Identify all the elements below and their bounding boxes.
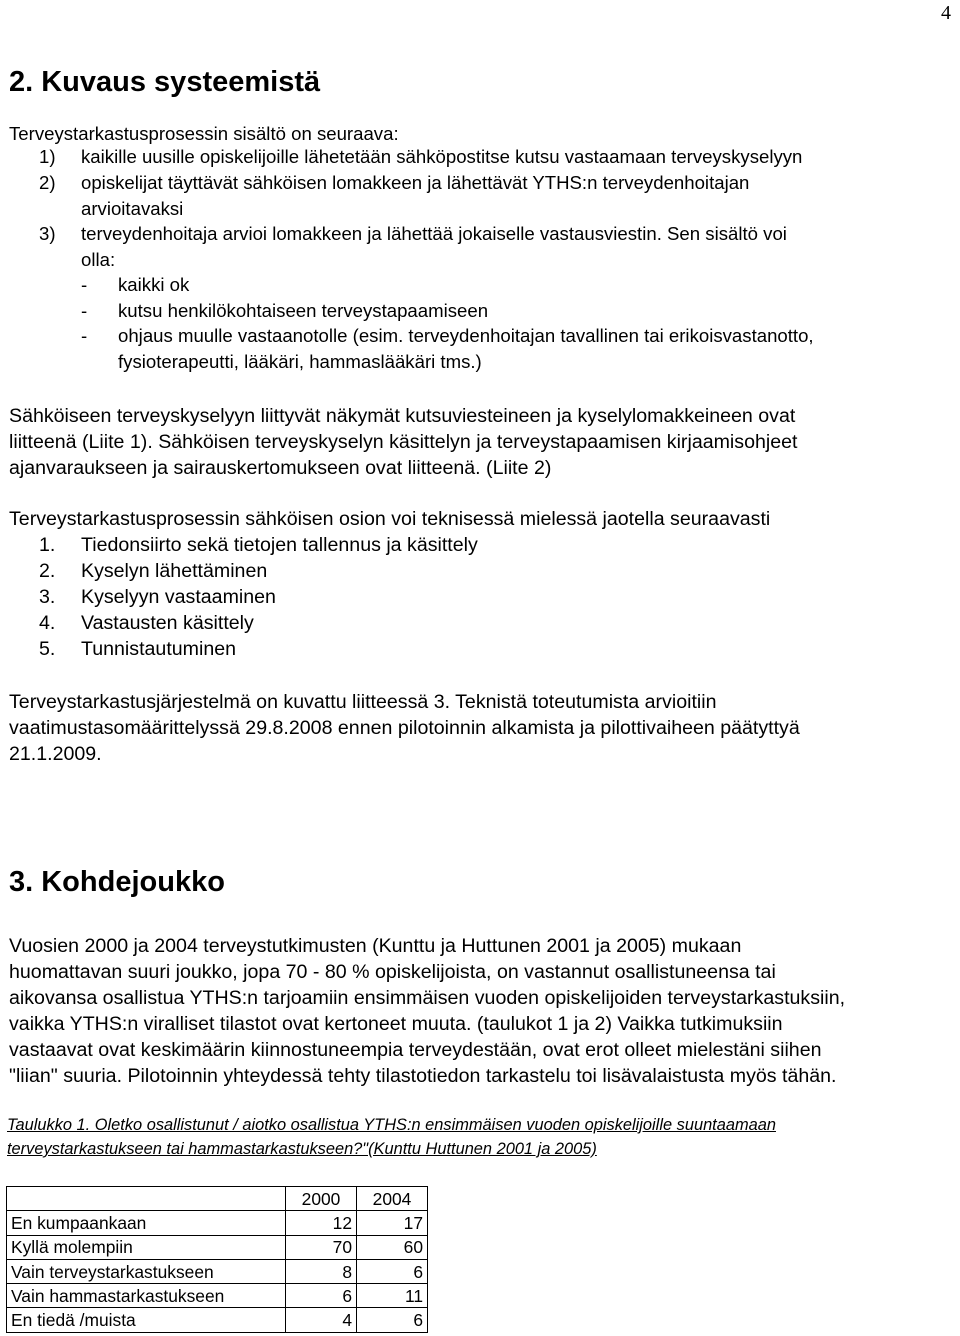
step-text: opiskelijat täyttävät sähköisen lomakkeen ja lähettävät YTHS:n terveydenhoitajan bbox=[81, 172, 750, 193]
table-caption-line: terveystarkastukseen tai hammastarkastukseen?"(Kunttu Huttunen 2001 ja 2005) bbox=[7, 1140, 597, 1158]
outcome-text: kaikki ok bbox=[118, 274, 190, 295]
part-number: 4. bbox=[39, 612, 56, 634]
paragraph-system-line: vaatimustasomäärittelyssä 29.8.2008 ennen pilotoinnin alkamista ja pilottivaiheen päätyttyä bbox=[9, 717, 800, 739]
table-cell-label: Kyllä molempiin bbox=[7, 1235, 286, 1259]
part-number: 1. bbox=[39, 534, 56, 556]
part-number: 2. bbox=[39, 560, 56, 582]
table-header-cell: 2004 bbox=[357, 1187, 428, 1211]
section-2-heading: 2. Kuvaus systeemistä bbox=[9, 66, 321, 98]
paragraph-attachments-line: Sähköiseen terveyskyselyyn liittyvät näkymät kutsuviesteineen ja kyselylomakkeineen ovat bbox=[9, 405, 796, 427]
table-cell-2004: 60 bbox=[357, 1235, 428, 1259]
table-cell-2000: 6 bbox=[286, 1284, 357, 1308]
table-cell-2004: 11 bbox=[357, 1284, 428, 1308]
table-cell-2004: 6 bbox=[357, 1259, 428, 1283]
part-text: Vastausten käsittely bbox=[81, 612, 254, 634]
step-text: olla: bbox=[81, 249, 116, 270]
part-text: Kyselyyn vastaaminen bbox=[81, 586, 276, 608]
table-cell-2004: 6 bbox=[357, 1308, 428, 1332]
part-number: 5. bbox=[39, 638, 56, 660]
paragraph-system-line: 21.1.2009. bbox=[9, 743, 102, 765]
paragraph-attachments-line: liitteenä (Liite 1). Sähköisen terveyskyselyn käsittelyn ja terveystapaamisen kirjaamisohjeet bbox=[9, 431, 798, 453]
outcome-text: ohjaus muulle vastaanotolle (esim. terveydenhoitajan tavallinen tai erikoisvastanotto, bbox=[118, 325, 814, 346]
paragraph-target-line: huomattavan suuri joukko, jopa 70 - 80 % opiskelijoista, on vastannut osallistuneensa tai bbox=[9, 961, 776, 983]
paragraph-target-line: vaikka YTHS:n viralliset tilastot ovat kertoneet muuta. (taulukot 1 ja 2) Vaikka tutkimuksiin bbox=[9, 1013, 783, 1035]
paragraph-system-line: Terveystarkastusjärjestelmä on kuvattu liitteessä 3. Teknistä toteutumista arvioitiin bbox=[9, 691, 717, 713]
part-text: Tiedonsiirto sekä tietojen tallennus ja käsittely bbox=[81, 534, 478, 556]
table-row bbox=[7, 1259, 428, 1283]
paragraph-target-line: vastaavat ovat keskimäärin kiinnostuneempia terveydestään, ovat erot olleet mielestäni siihen bbox=[9, 1039, 822, 1061]
table-row bbox=[7, 1308, 428, 1332]
page-number: 4 bbox=[941, 2, 951, 24]
outcome-text: fysioterapeutti, lääkäri, hammaslääkäri tms.) bbox=[118, 351, 482, 372]
table-cell-2000: 4 bbox=[286, 1308, 357, 1332]
table-cell-2000: 70 bbox=[286, 1235, 357, 1259]
table-row bbox=[7, 1211, 428, 1235]
participation-table bbox=[6, 1186, 428, 1333]
table-cell-label: Vain terveystarkastukseen bbox=[7, 1259, 286, 1283]
table-cell-label: En tiedä /muista bbox=[7, 1308, 286, 1332]
part-number: 3. bbox=[39, 586, 56, 608]
table-header-row bbox=[7, 1187, 428, 1211]
step-number: 1) bbox=[39, 146, 56, 167]
table-header-cell bbox=[7, 1187, 286, 1211]
table-row bbox=[7, 1235, 428, 1259]
table-cell-label: Vain hammastarkastukseen bbox=[7, 1284, 286, 1308]
step-number: 2) bbox=[39, 172, 56, 193]
paragraph-attachments-line: ajanvaraukseen ja sairauskertomukseen ovat liitteenä. (Liite 2) bbox=[9, 457, 552, 479]
outcome-text: kutsu henkilökohtaiseen terveystapaamiseen bbox=[118, 300, 489, 321]
section-3-heading: 3. Kohdejoukko bbox=[9, 866, 225, 898]
part-text: Tunnistautuminen bbox=[81, 638, 237, 660]
process-intro: Terveystarkastusprosessin sisältö on seuraava: bbox=[9, 123, 399, 144]
paragraph-target-line: Vuosien 2000 ja 2004 terveystutkimusten (Kunttu ja Huttunen 2001 ja 2005) mukaan bbox=[9, 935, 742, 957]
table-cell-2000: 8 bbox=[286, 1259, 357, 1283]
table-cell-label: En kumpaankaan bbox=[7, 1211, 286, 1235]
paragraph-target-line: aikovansa osallistua YTHS:n tarjoamiin ensimmäisen vuoden opiskelijoiden terveystarkastuksiin, bbox=[9, 987, 846, 1009]
dash-bullet: - bbox=[81, 300, 88, 321]
parts-intro: Terveystarkastusprosessin sähköisen osion voi teknisessä mielessä jaotella seuraavasti bbox=[9, 508, 771, 530]
paragraph-target-line: "liian" suuria. Pilotoinnin yhteydessä tehty tilastotiedon tarkastelu toi lisävalaistusta myös tähän. bbox=[9, 1065, 837, 1087]
part-text: Kyselyn lähettäminen bbox=[81, 560, 268, 582]
step-text: arvioitavaksi bbox=[81, 198, 184, 219]
dash-bullet: - bbox=[81, 325, 88, 346]
table-header-cell: 2000 bbox=[286, 1187, 357, 1211]
table-caption-line: Taulukko 1. Oletko osallistunut / aiotko osallistua YTHS:n ensimmäisen vuoden opiskelijoille suuntaamaan bbox=[7, 1116, 776, 1134]
step-text: terveydenhoitaja arvioi lomakkeen ja lähettää jokaiselle vastausviestin. Sen sisältö voi bbox=[81, 223, 787, 244]
table-cell-2000: 12 bbox=[286, 1211, 357, 1235]
step-number: 3) bbox=[39, 223, 56, 244]
step-text: kaikille uusille opiskelijoille lähetetään sähköpostitse kutsu vastaamaan terveyskyselyyn bbox=[81, 146, 803, 167]
table-cell-2004: 17 bbox=[357, 1211, 428, 1235]
table-row bbox=[7, 1284, 428, 1308]
dash-bullet: - bbox=[81, 274, 88, 295]
